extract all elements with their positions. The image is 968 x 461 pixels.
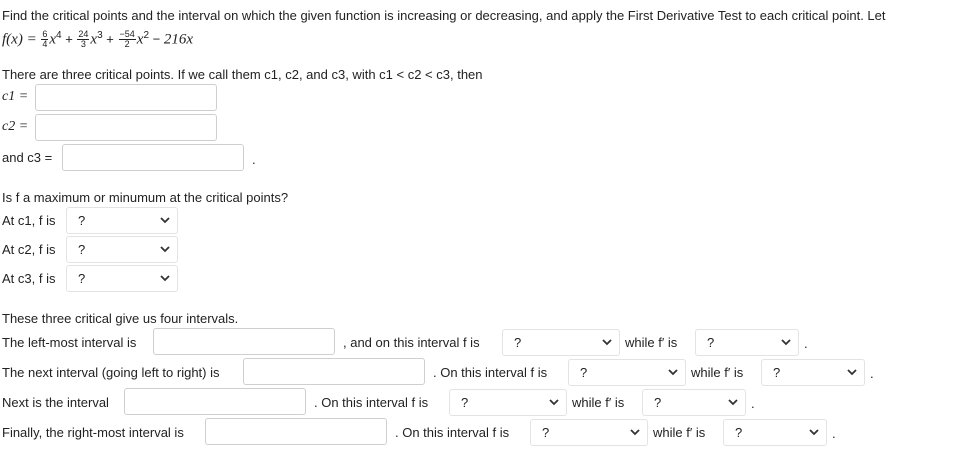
interval4-fprime-select[interactable]	[723, 419, 827, 446]
function-lhs: f(x) =	[2, 31, 37, 48]
c2-label: c2 =	[2, 119, 29, 134]
intervals-intro: These three critical give us four intervals.	[2, 311, 239, 326]
interval2-period: .	[870, 366, 874, 381]
chevron-down-icon	[780, 336, 792, 348]
c3-period: .	[252, 152, 256, 167]
interval1-while: while f′ is	[625, 335, 678, 350]
c1-extremum-select[interactable]	[66, 207, 178, 234]
select-value: ?	[78, 213, 86, 228]
chevron-down-icon	[808, 426, 820, 438]
chevron-down-icon	[667, 366, 679, 378]
function-definition: f(x) = $\frac{6}{4}$ $x^4$ + $\frac{24}{3}$ $x^3$ + $\frac{-54}{2}$ $x^2 - 216x$	[2, 29, 194, 50]
term4: 216x	[163, 31, 194, 48]
interval3-mid: . On this interval f is	[314, 395, 429, 410]
c3-extremum-select[interactable]	[66, 265, 178, 292]
chevron-down-icon	[159, 243, 171, 255]
interval3-label: Next is the interval	[2, 395, 109, 410]
select-value: ?	[580, 365, 588, 380]
at-c2-label: At c2, f is	[2, 242, 56, 257]
chevron-down-icon	[548, 396, 560, 408]
interval3-f-select[interactable]	[449, 389, 567, 416]
select-value: ?	[78, 271, 86, 286]
select-value: ?	[542, 425, 550, 440]
select-value: ?	[773, 365, 781, 380]
c1-input[interactable]	[35, 84, 217, 111]
c2-input[interactable]	[35, 114, 217, 141]
interval3-fprime-select[interactable]	[642, 389, 746, 416]
at-c1-label: At c1, f is	[2, 213, 56, 228]
chevron-down-icon	[601, 336, 613, 348]
term3-fraction: $\frac{-54}{2}$	[119, 29, 135, 50]
chevron-down-icon	[846, 366, 858, 378]
interval1-fprime-select[interactable]	[695, 329, 799, 356]
select-value: ?	[514, 335, 522, 350]
at-c3-label: At c3, f is	[2, 271, 56, 286]
problem-instructions: Find the critical points and the interval on which the given function is increasing or decreasing, and apply the First Derivative Test to each critical point. Let	[2, 8, 886, 23]
interval3-period: .	[751, 396, 755, 411]
interval2-input[interactable]	[243, 358, 425, 385]
interval2-f-select[interactable]	[568, 359, 686, 386]
c3-input[interactable]	[62, 144, 244, 171]
interval3-while: while f′ is	[572, 395, 625, 410]
chevron-down-icon	[159, 214, 171, 226]
chevron-down-icon	[159, 272, 171, 284]
select-value: ?	[654, 395, 662, 410]
c3-label: and c3 =	[2, 150, 53, 165]
term2-fraction: $\frac{24}{3}$	[78, 29, 89, 50]
chevron-down-icon	[727, 396, 739, 408]
interval3-input[interactable]	[124, 388, 306, 415]
interval4-while: while f′ is	[653, 425, 706, 440]
interval4-mid: . On this interval f is	[395, 425, 510, 440]
interval1-period: .	[804, 336, 808, 351]
chevron-down-icon	[629, 426, 641, 438]
interval2-label: The next interval (going left to right) is	[2, 365, 220, 380]
interval2-mid: . On this interval f is	[433, 365, 548, 380]
select-value: ?	[461, 395, 469, 410]
critical-intro: There are three critical points. If we call them c1, c2, and c3, with c1 < c2 < c3, then	[2, 67, 483, 82]
interval1-label: The left-most interval is	[2, 335, 137, 350]
select-value: ?	[735, 425, 743, 440]
interval2-while: while f′ is	[691, 365, 744, 380]
c1-label: c1 =	[2, 89, 29, 104]
interval1-mid: , and on this interval f is	[343, 335, 480, 350]
maxmin-question: Is f a maximum or minumum at the critical points?	[2, 190, 289, 205]
select-value: ?	[707, 335, 715, 350]
interval4-input[interactable]	[205, 418, 387, 445]
interval2-fprime-select[interactable]	[761, 359, 865, 386]
interval4-label: Finally, the right-most interval is	[2, 425, 184, 440]
interval4-period: .	[832, 426, 836, 441]
c2-extremum-select[interactable]	[66, 236, 178, 263]
interval1-input[interactable]	[153, 328, 335, 355]
term1-fraction: $\frac{6}{4}$	[42, 29, 48, 50]
select-value: ?	[78, 242, 86, 257]
interval1-f-select[interactable]	[502, 329, 620, 356]
interval4-f-select[interactable]	[530, 419, 648, 446]
